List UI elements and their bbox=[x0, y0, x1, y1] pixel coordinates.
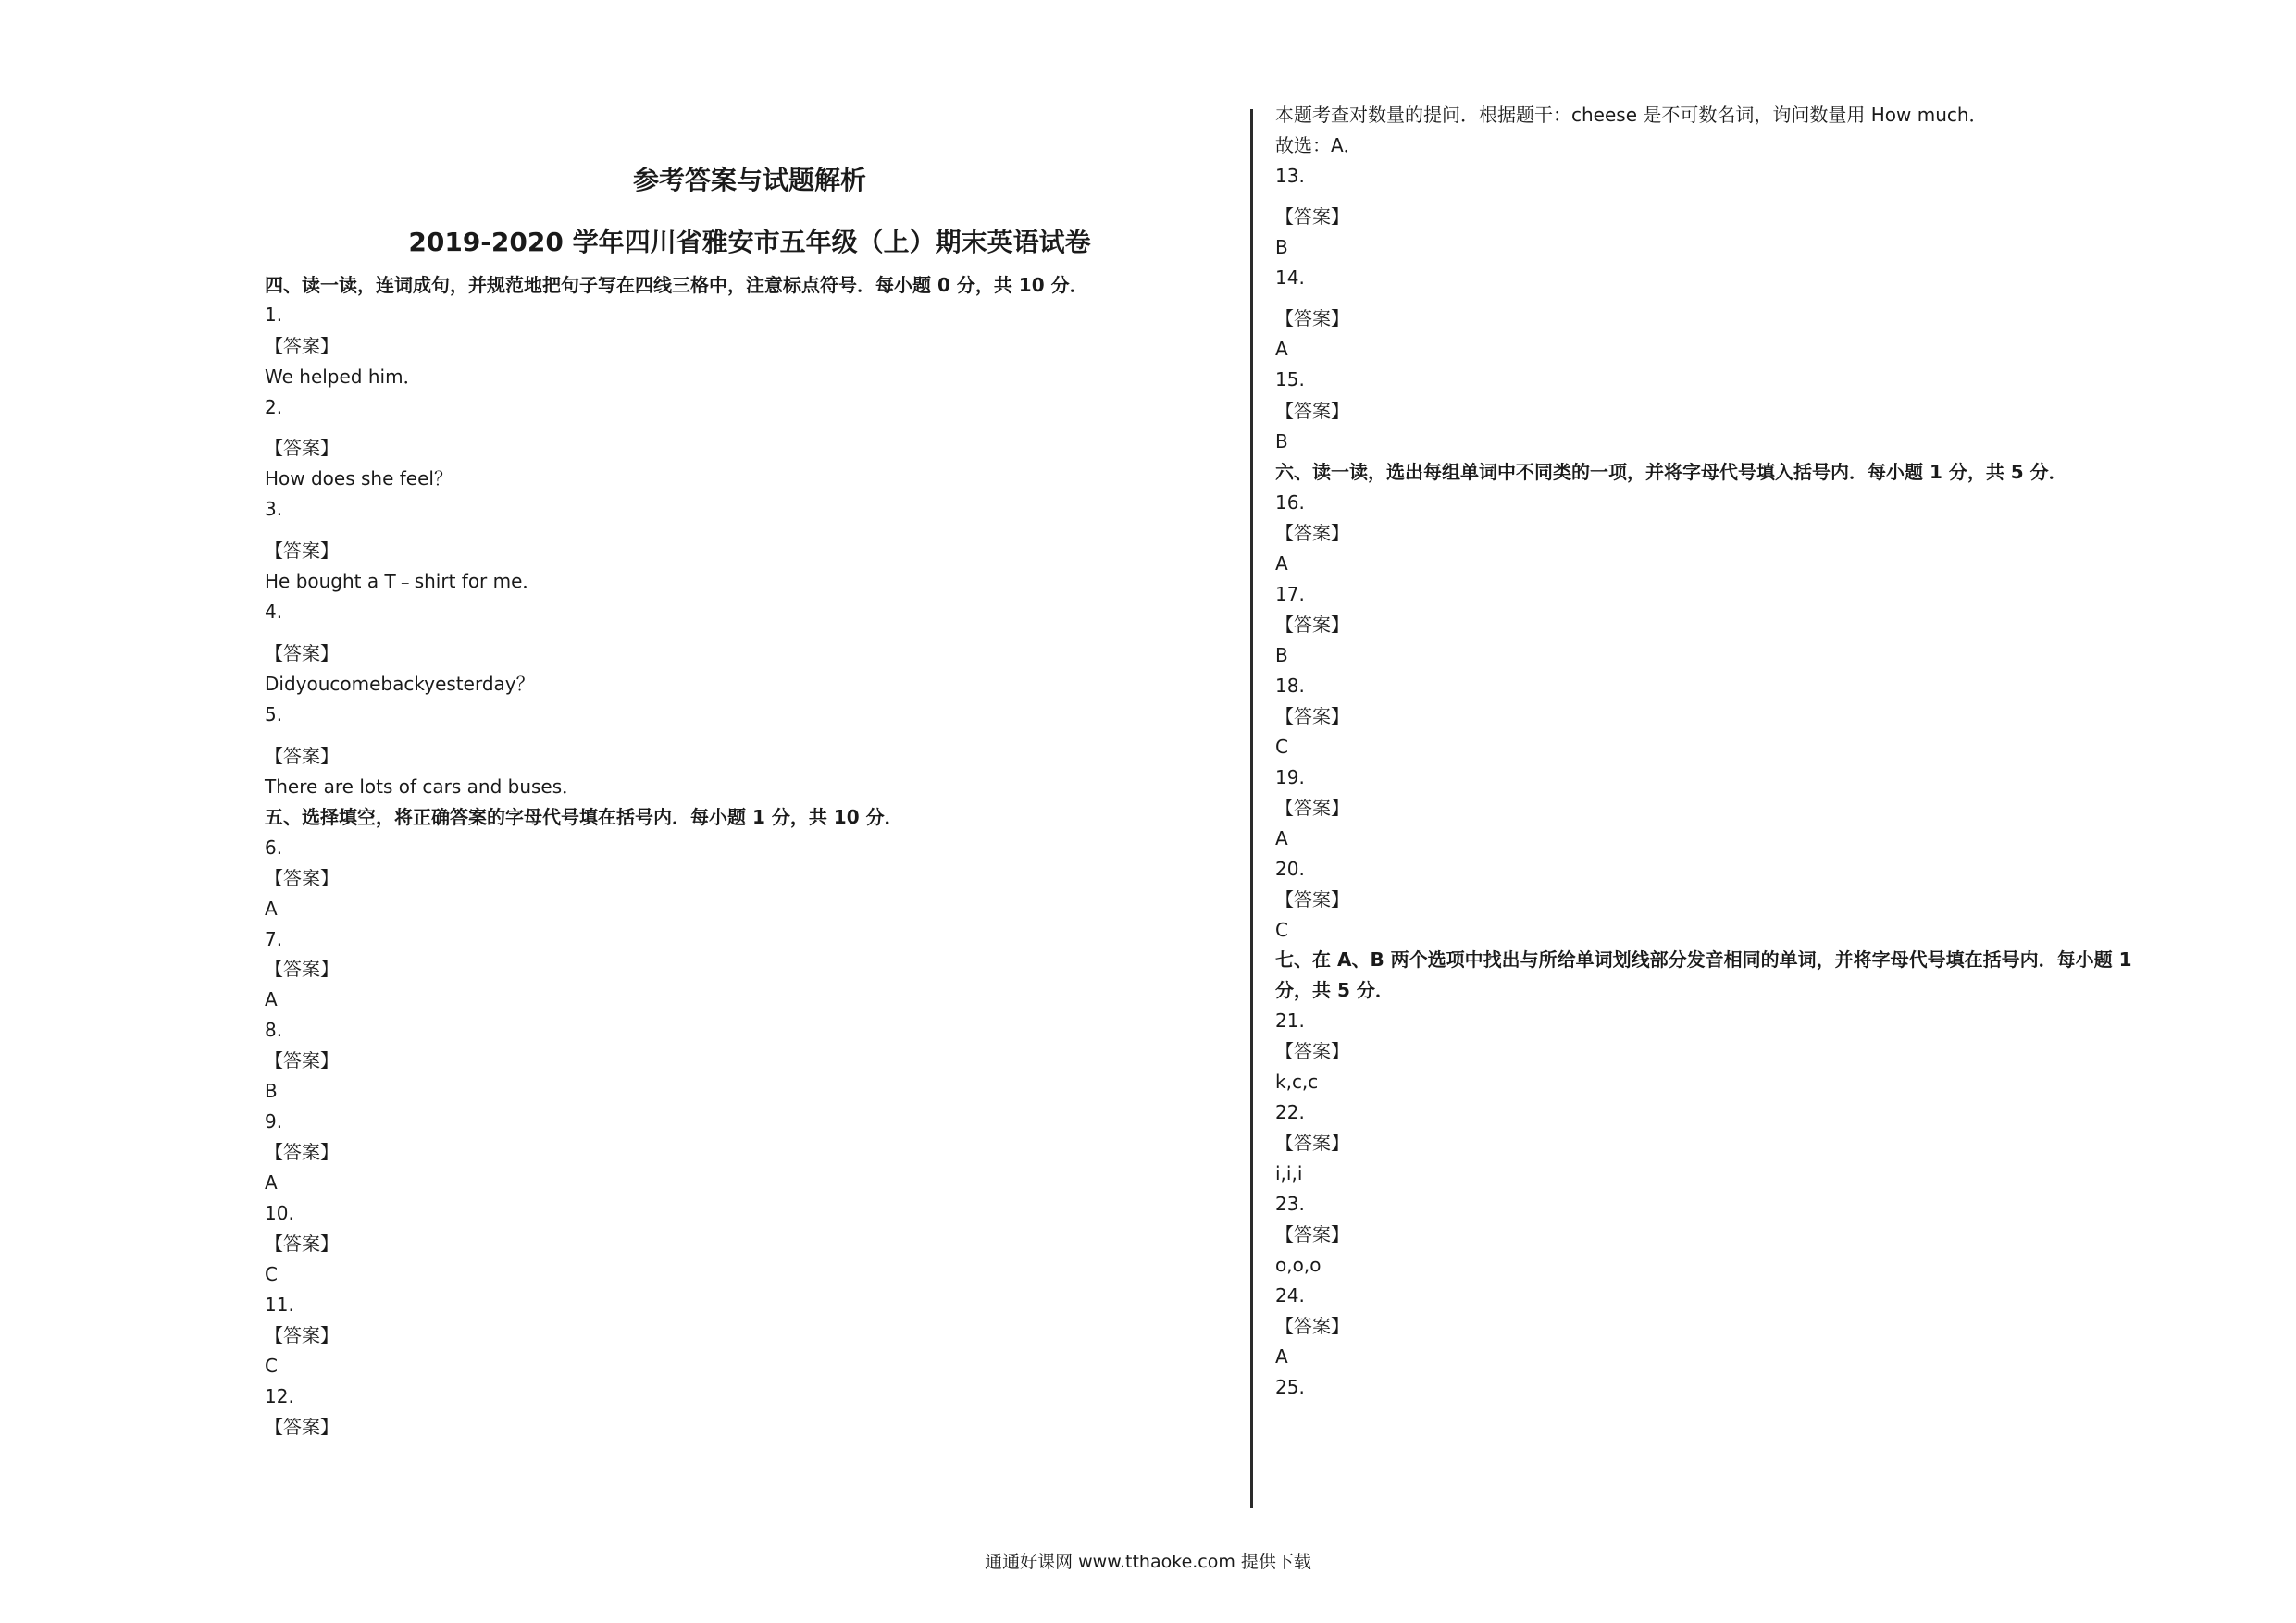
section-heading: 四、读一读，连词成句，并规范地把句子写在四线三格中，注意标点符号．每小题 0 分，共 10 分． bbox=[265, 274, 1088, 296]
text-line: o,o,o bbox=[1275, 1254, 1322, 1276]
text-line: A bbox=[1275, 552, 1288, 575]
text-line: 14. bbox=[1275, 266, 1305, 289]
text-line: 12. bbox=[265, 1385, 294, 1407]
text-line: 15. bbox=[1275, 368, 1305, 390]
text-line: C bbox=[1275, 919, 1288, 941]
answer-label: 【答案】 bbox=[1275, 613, 1349, 636]
section-heading: 六、读一读，选出每组单词中不同类的一项，并将字母代号填入括号内．每小题 1 分，共 5 分． bbox=[1275, 461, 2067, 483]
column-divider bbox=[1250, 109, 1253, 1508]
text-line: C bbox=[1275, 736, 1288, 758]
text-line: A bbox=[1275, 827, 1288, 849]
text-line: 本题考查对数量的提问．根据题干：cheese 是不可数名词，询问数量用 How much． bbox=[1275, 104, 1988, 126]
answer-label: 【答案】 bbox=[265, 539, 339, 562]
section-heading: 分，共 5 分． bbox=[1275, 979, 1394, 1001]
text-line: 9. bbox=[265, 1110, 283, 1133]
footer-credit: 通通好课网 www.tthaoke.com 提供下载 bbox=[985, 1552, 1311, 1572]
text-line: 5. bbox=[265, 703, 283, 725]
text-line: 13. bbox=[1275, 165, 1305, 187]
answer-label: 【答案】 bbox=[1275, 705, 1349, 727]
text-line: B bbox=[1275, 430, 1288, 452]
text-line: 2. bbox=[265, 396, 283, 418]
text-line: 22. bbox=[1275, 1101, 1305, 1123]
answer-label: 【答案】 bbox=[1275, 1040, 1349, 1062]
text-line: A bbox=[265, 1171, 278, 1194]
answer-label: 【答案】 bbox=[265, 642, 339, 664]
text-line: A bbox=[1275, 1345, 1288, 1368]
text-line: 10. bbox=[265, 1202, 294, 1224]
section-heading: 七、在 A、B 两个选项中找出与所给单词划线部分发音相同的单词，并将字母代号填在括号内．每小题 1 bbox=[1275, 948, 2132, 971]
text-line: 8. bbox=[265, 1019, 283, 1041]
text-line: 20. bbox=[1275, 858, 1305, 880]
answer-label: 【答案】 bbox=[265, 867, 339, 889]
text-line: 3. bbox=[265, 498, 283, 520]
text-line: How does she feel？ bbox=[265, 467, 453, 489]
text-line: A bbox=[1275, 338, 1288, 360]
answer-label: 【答案】 bbox=[1275, 888, 1349, 911]
answer-label: 【答案】 bbox=[265, 437, 339, 459]
answer-label: 【答案】 bbox=[1275, 205, 1349, 228]
text-line: B bbox=[1275, 236, 1288, 258]
text-line: B bbox=[265, 1080, 278, 1102]
text-line: 18. bbox=[1275, 675, 1305, 697]
answer-label: 【答案】 bbox=[265, 745, 339, 767]
answer-label: 【答案】 bbox=[1275, 522, 1349, 544]
text-line: B bbox=[1275, 644, 1288, 666]
text-line: k,c,c bbox=[1275, 1071, 1319, 1093]
text-line: C bbox=[265, 1355, 278, 1377]
answer-label: 【答案】 bbox=[265, 1233, 339, 1255]
text-line: There are lots of cars and buses． bbox=[265, 775, 581, 798]
page-title: 参考答案与试题解析 bbox=[632, 165, 866, 195]
text-line: A bbox=[265, 988, 278, 1010]
text-line: 故选：A． bbox=[1275, 134, 1362, 156]
text-line: 16. bbox=[1275, 491, 1305, 514]
answer-label: 【答案】 bbox=[1275, 1132, 1349, 1154]
section-heading: 五、选择填空，将正确答案的字母代号填在括号内．每小题 1 分，共 10 分． bbox=[265, 806, 903, 828]
answer-label: 【答案】 bbox=[1275, 1223, 1349, 1245]
text-line: 11. bbox=[265, 1294, 294, 1316]
text-line: 4. bbox=[265, 601, 283, 623]
exam-title: 2019-2020 学年四川省雅安市五年级（上）期末英语试卷 bbox=[408, 227, 1091, 257]
answer-label: 【答案】 bbox=[265, 1049, 339, 1072]
answer-label: 【答案】 bbox=[265, 958, 339, 980]
text-line: i,i,i bbox=[1275, 1162, 1303, 1184]
text-line: 1. bbox=[265, 304, 283, 326]
text-line: 21. bbox=[1275, 1010, 1305, 1032]
answer-label: 【答案】 bbox=[265, 1324, 339, 1346]
text-line: C bbox=[265, 1263, 278, 1285]
answer-label: 【答案】 bbox=[1275, 307, 1349, 329]
answer-label: 【答案】 bbox=[265, 1141, 339, 1163]
answer-label: 【答案】 bbox=[1275, 1315, 1349, 1337]
text-line: A bbox=[265, 898, 278, 920]
answer-label: 【答案】 bbox=[1275, 797, 1349, 819]
text-line: 17. bbox=[1275, 583, 1305, 605]
text-line: He bought a T﹣shirt for me． bbox=[265, 570, 541, 592]
text-line: 7. bbox=[265, 928, 283, 950]
text-line: We helped him． bbox=[265, 365, 422, 388]
text-line: 23. bbox=[1275, 1193, 1305, 1215]
text-line: 25. bbox=[1275, 1376, 1305, 1398]
text-line: 6. bbox=[265, 836, 283, 859]
text-line: 24. bbox=[1275, 1284, 1305, 1307]
answer-label: 【答案】 bbox=[265, 335, 339, 357]
text-line: 19. bbox=[1275, 766, 1305, 788]
answer-label: 【答案】 bbox=[1275, 400, 1349, 422]
text-line: Didyoucomebackyesterday？ bbox=[265, 673, 535, 695]
answer-label: 【答案】 bbox=[265, 1416, 339, 1438]
